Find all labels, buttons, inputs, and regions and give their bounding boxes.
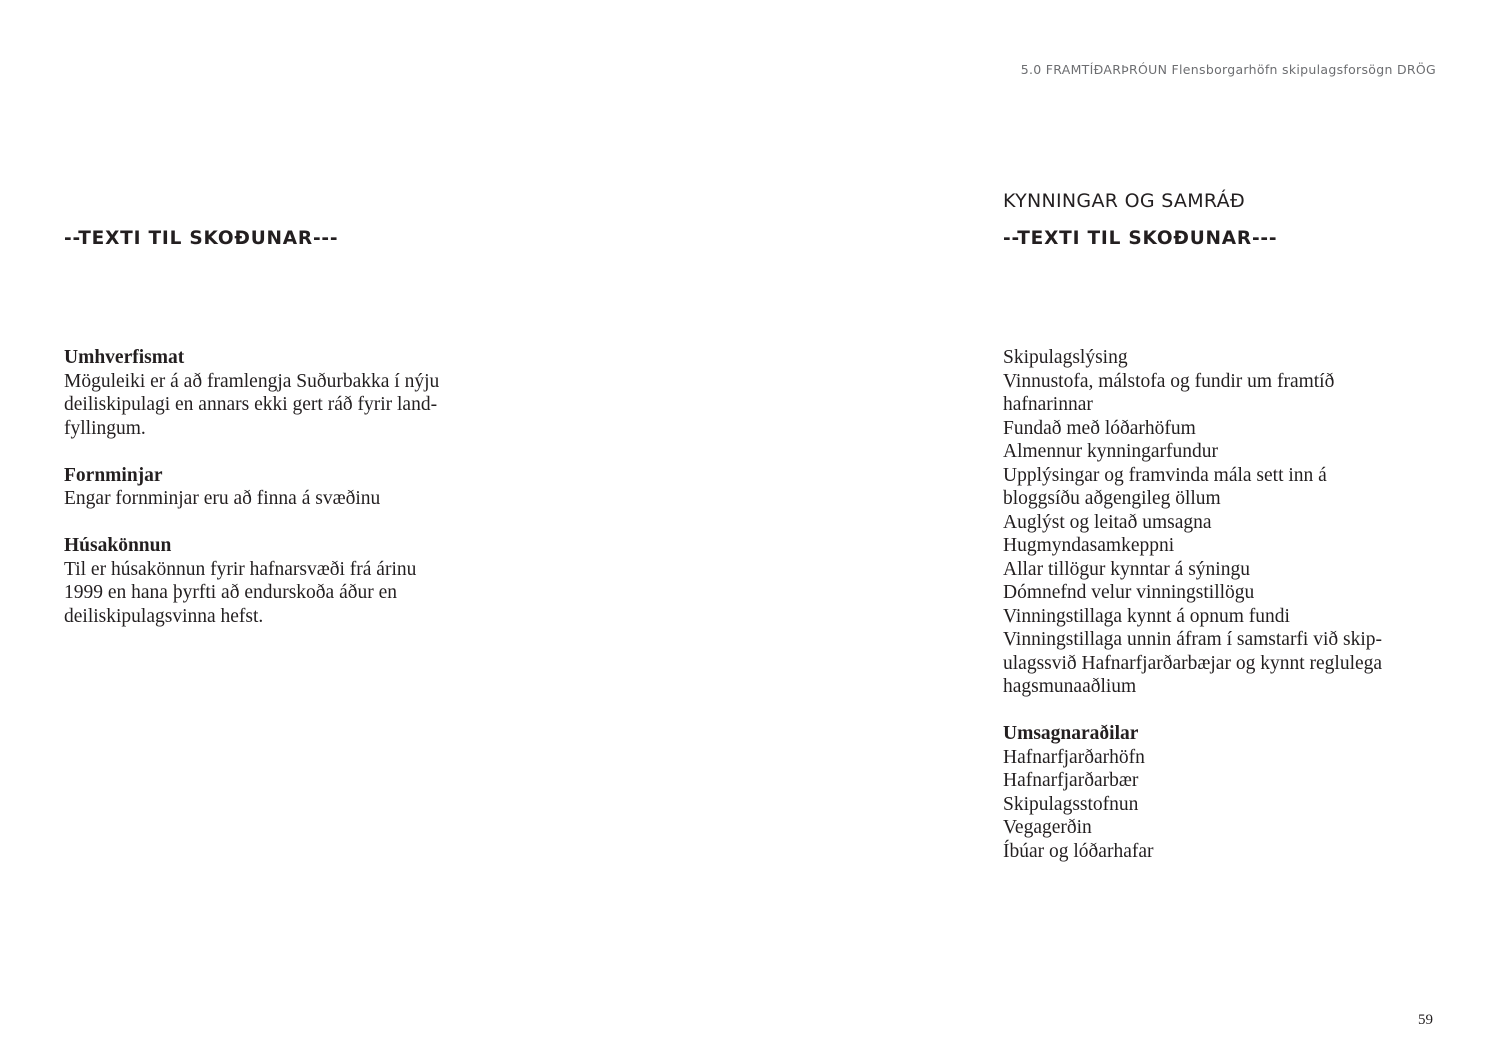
list-item: Upplýsingar og framvinda mála sett inn á (1003, 464, 1327, 486)
list-item: Íbúar og lóðarhafar (1003, 840, 1154, 862)
list-item: Skipulagslýsing (1003, 347, 1128, 368)
page-number: 59 (1418, 1012, 1433, 1028)
list-item: Auglýst og leitað umsagna (1003, 511, 1212, 533)
left-draft-heading: --TEXTI TIL SKOÐUNAR--- (64, 228, 339, 249)
list-item: Vinningstillaga kynnt á opnum fundi (1003, 605, 1290, 627)
list-item: Fundað með lóðarhöfum (1003, 417, 1196, 439)
right-draft-heading: --TEXTI TIL SKOÐUNAR--- (1003, 228, 1278, 249)
list-item: Vegagerðin (1003, 817, 1092, 838)
list-item: Skipulagsstofnun (1003, 793, 1139, 815)
section-label: Umsagnaraðilar (1003, 723, 1139, 744)
section-line: 1999 en hana þyrfti að endurskoða áður en (64, 582, 398, 603)
section-label: Húsakönnun (64, 535, 172, 556)
list-item: bloggsíðu aðgengileg öllum (1003, 488, 1221, 509)
list-item: Vinningstillaga unnin áfram í samstarfi við skip- (1003, 629, 1383, 650)
section-line: Engar fornminjar eru að finna á svæðinu (64, 488, 381, 509)
section-fornminjar (64, 464, 504, 511)
section-umhverfismat (64, 346, 504, 440)
list-item: Hafnarfjarðarhöfn (1003, 746, 1145, 768)
list-item: Hafnarfjarðarbær (1003, 770, 1139, 791)
section-line: Til er húsakönnun fyrir hafnarsvæði frá árinu (64, 558, 417, 580)
list-item: ulagssvið Hafnarfjarðarbæjar og kynnt reglulega (1003, 652, 1383, 674)
list-item: Vinnustofa, málstofa og fundir um framtíð (1003, 370, 1335, 392)
section-line: deiliskipulagsvinna hefst. (64, 605, 264, 627)
left-body (64, 346, 504, 652)
list-item: Allar tillögur kynntar á sýningu (1003, 558, 1250, 580)
section-line: Möguleiki er á að framlengja Suðurbakka í nýju (64, 370, 440, 392)
section-line: fyllingum. (64, 417, 146, 439)
section-line: deiliskipulagi en annars ekki gert ráð fyrir land- (64, 394, 438, 415)
section-label: Umhverfismat (64, 347, 185, 368)
reviewers-section (1003, 722, 1443, 863)
list-item: hafnarinnar (1003, 394, 1093, 415)
running-header: 5.0 FRAMTÍÐARÞRÓUN Flensborgarhöfn skipulagsforsögn DRÖG (1020, 62, 1436, 77)
list-item: hagsmunaaðlium (1003, 676, 1137, 697)
page-title: KYNNINGAR OG SAMRÁÐ (1003, 190, 1245, 212)
section-husakonnun (64, 534, 504, 628)
list-item: Hugmyndasamkeppni (1003, 535, 1175, 556)
right-body (1003, 346, 1443, 887)
list-item: Dómnefnd velur vinningstillögu (1003, 582, 1255, 603)
section-label: Fornminjar (64, 464, 163, 486)
consultation-steps (1003, 346, 1443, 699)
list-item: Almennur kynningarfundur (1003, 441, 1218, 462)
